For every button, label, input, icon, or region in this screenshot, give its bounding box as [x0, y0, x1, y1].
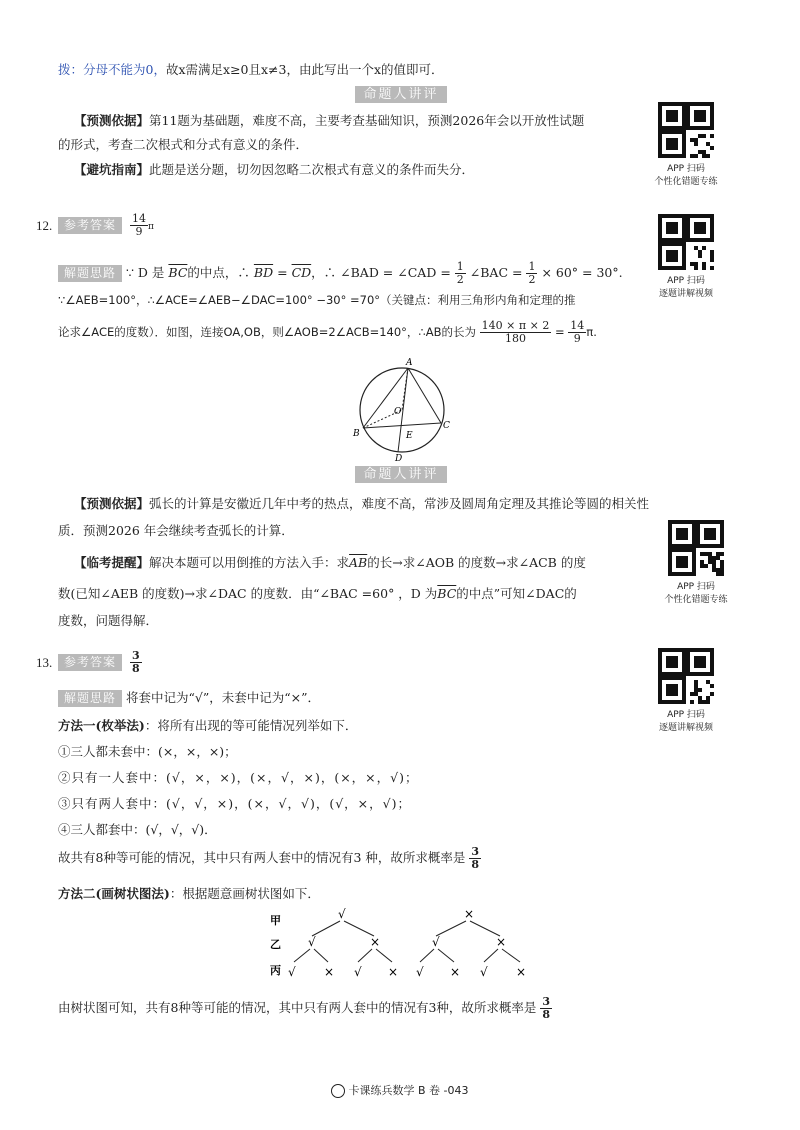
qr-code-block-4[interactable]: APP 扫码 逐题讲解视频 — [646, 648, 726, 733]
q13-answer-line — [58, 650, 142, 675]
qr-code-block-2[interactable]: APP 扫码 逐题讲解视频 — [646, 214, 726, 299]
q11-prediction-line-1: 【预测依据】第11题为基础题，难度不高，主要考查基础知识，预测2026年会以开放性试题 — [74, 113, 585, 128]
question-number-12: 12. — [36, 218, 53, 233]
q13-case-3: ③只有两人套中：(√，√，×)，(×，√，√)，(√，×，√)； — [58, 796, 411, 811]
svg-text:√: √ — [354, 965, 362, 979]
svg-text:√: √ — [416, 965, 424, 979]
q12-tip-line-1: 【临考提醒】解决本题可以用倒推的方法入手：求$\overline{AB}$的长→求∠AOB 的度数→求∠ACB 的度 — [74, 555, 586, 570]
svg-text:√: √ — [288, 965, 296, 979]
thinking-tag: 解题思路 — [58, 690, 122, 707]
page-footer — [0, 1082, 800, 1098]
q12-thinking-line-2: ∵∠AEB=100°，∴∠ACE=∠AEB−∠DAC=100° −30° =70°（关键点：利用三角形内角和定理的推 — [58, 293, 576, 307]
thinking-tag: 解题思路 — [58, 265, 122, 282]
point-label-c: C — [443, 421, 450, 431]
q11-tail-text: 故x需满足x≥0且x≠3，由此写出一个x的值即可． — [165, 62, 444, 77]
footer-text: 卡课练兵数学 B 卷 -043 — [348, 1084, 469, 1097]
commentary-banner-2: 命题人讲评 — [355, 466, 447, 483]
qr-code-block-3[interactable]: APP 扫码 个性化错题专练 — [656, 520, 736, 605]
q13-summary-1: 故共有8种等可能的情况，其中只有两人套中的情况有3 种，故所求概率是 $\frac{3}{8}$ — [58, 845, 480, 871]
svg-text:√: √ — [432, 935, 440, 949]
q13-method2-line: 方法二(画树状图法)：根据题意画树状图如下． — [58, 886, 320, 901]
tree-row-label-bing: 丙 — [270, 964, 281, 977]
q12-thinking-line-3: 论求∠ACE的度数）．如图，连接OA,OB，则∠AOB=2∠ACB=140°，∴AB的长为 $\frac{140 \times \pi \times 2}{180}$ = $\frac{14}{9}$ π. — [58, 319, 597, 345]
point-label-d: D — [395, 454, 403, 462]
q13-thinking-line: 解题思路 将套中记为“√”，未套中记为“×”． — [58, 688, 320, 707]
qr-code-icon[interactable] — [658, 102, 714, 158]
point-label-o: O — [394, 407, 402, 417]
probability-tree-diagram — [268, 904, 558, 984]
qr-code-block-1[interactable]: APP 扫码 个性化错题专练 — [646, 102, 726, 187]
qr-code-icon[interactable] — [658, 214, 714, 270]
q12-prediction-line-2: 质．预测2026 年会继续考查弧长的计算． — [58, 523, 294, 538]
q12-answer-line: 参考答案 $\frac{14}{9}$ π — [58, 213, 154, 238]
answer-tag: 参考答案 — [58, 217, 122, 234]
svg-text:×: × — [516, 965, 527, 979]
q12-prediction-line-1: 【预测依据】弧长的计算是安徽近几年中考的热点，难度不高，常涉及圆周角定理及其推论等圆的相关性 — [74, 496, 650, 511]
q13-case-4: ④三人都套中：(√，√，√)． — [58, 822, 217, 837]
point-label-a: A — [406, 358, 413, 368]
q11-tail-line — [58, 60, 444, 78]
svg-text:×: × — [388, 965, 399, 979]
svg-text:√: √ — [308, 935, 316, 949]
svg-text:√: √ — [338, 907, 346, 921]
tree-row-label-yi: 乙 — [270, 938, 281, 951]
svg-text:×: × — [496, 935, 507, 949]
q11-pitfall-line: 【避坑指南】此题是送分题，切勿因忽略二次根式有意义的条件而失分． — [74, 162, 475, 177]
qr-code-icon[interactable] — [658, 648, 714, 704]
circle-geometry-figure — [350, 356, 456, 462]
q11-tail-hint: 拨：分母不能为0， — [58, 62, 166, 77]
q13-case-2: ②只有一人套中：(√，×，×)，(×，√，×)，(×，×，√)； — [58, 770, 419, 785]
svg-text:×: × — [450, 965, 461, 979]
q12-tip-line-2: 数(已知∠AEB 的度数)→求∠DAC 的度数．由“∠BAC =60° ，D 为$\overline{BC}$的中点”可知∠DAC的 — [58, 586, 577, 601]
point-label-b: B — [353, 429, 360, 439]
brand-logo-icon — [331, 1084, 345, 1098]
q13-case-1: ①三人都未套中：(×，×，×)； — [58, 744, 237, 759]
q12-answer-fraction: $\frac{14}{9}$ — [132, 212, 146, 238]
svg-text:√: √ — [480, 965, 488, 979]
q13-method1-line: 方法一(枚举法)：将所有出现的等可能情况列举如下． — [58, 718, 358, 733]
point-label-e: E — [406, 431, 413, 441]
svg-text:×: × — [464, 907, 475, 921]
svg-text:×: × — [324, 965, 335, 979]
tree-row-label-jia: 甲 — [270, 914, 281, 927]
commentary-banner-1: 命题人讲评 — [355, 86, 447, 103]
q13-answer-fraction: $\frac{3}{8}$ — [132, 649, 140, 675]
q11-prediction-line-2: 的形式，考查二次根式和分式有意义的条件． — [58, 137, 309, 152]
svg-text:×: × — [370, 935, 381, 949]
q12-thinking-line-1: 解题思路 ∵ D 是 $\overline{BC}$的中点，∴ $\overline{BD} = \overline{CD}$，∴ ∠BAD = ∠CAD = $\frac{1}{2}$ ∠BAC = $\frac{1}{2}$ × 60° = 30°. — [58, 261, 623, 286]
q12-tip-line-3: 度数，问题得解． — [58, 613, 159, 628]
answer-tag: 参考答案 — [58, 654, 122, 671]
question-number-13: 13. — [36, 655, 53, 670]
qr-code-icon[interactable] — [668, 520, 724, 576]
q13-summary-2: 由树状图可知，共有8种等可能的情况，其中只有两人套中的情况有3种，故所求概率是 $\frac{3}{8}$ — [58, 995, 551, 1021]
